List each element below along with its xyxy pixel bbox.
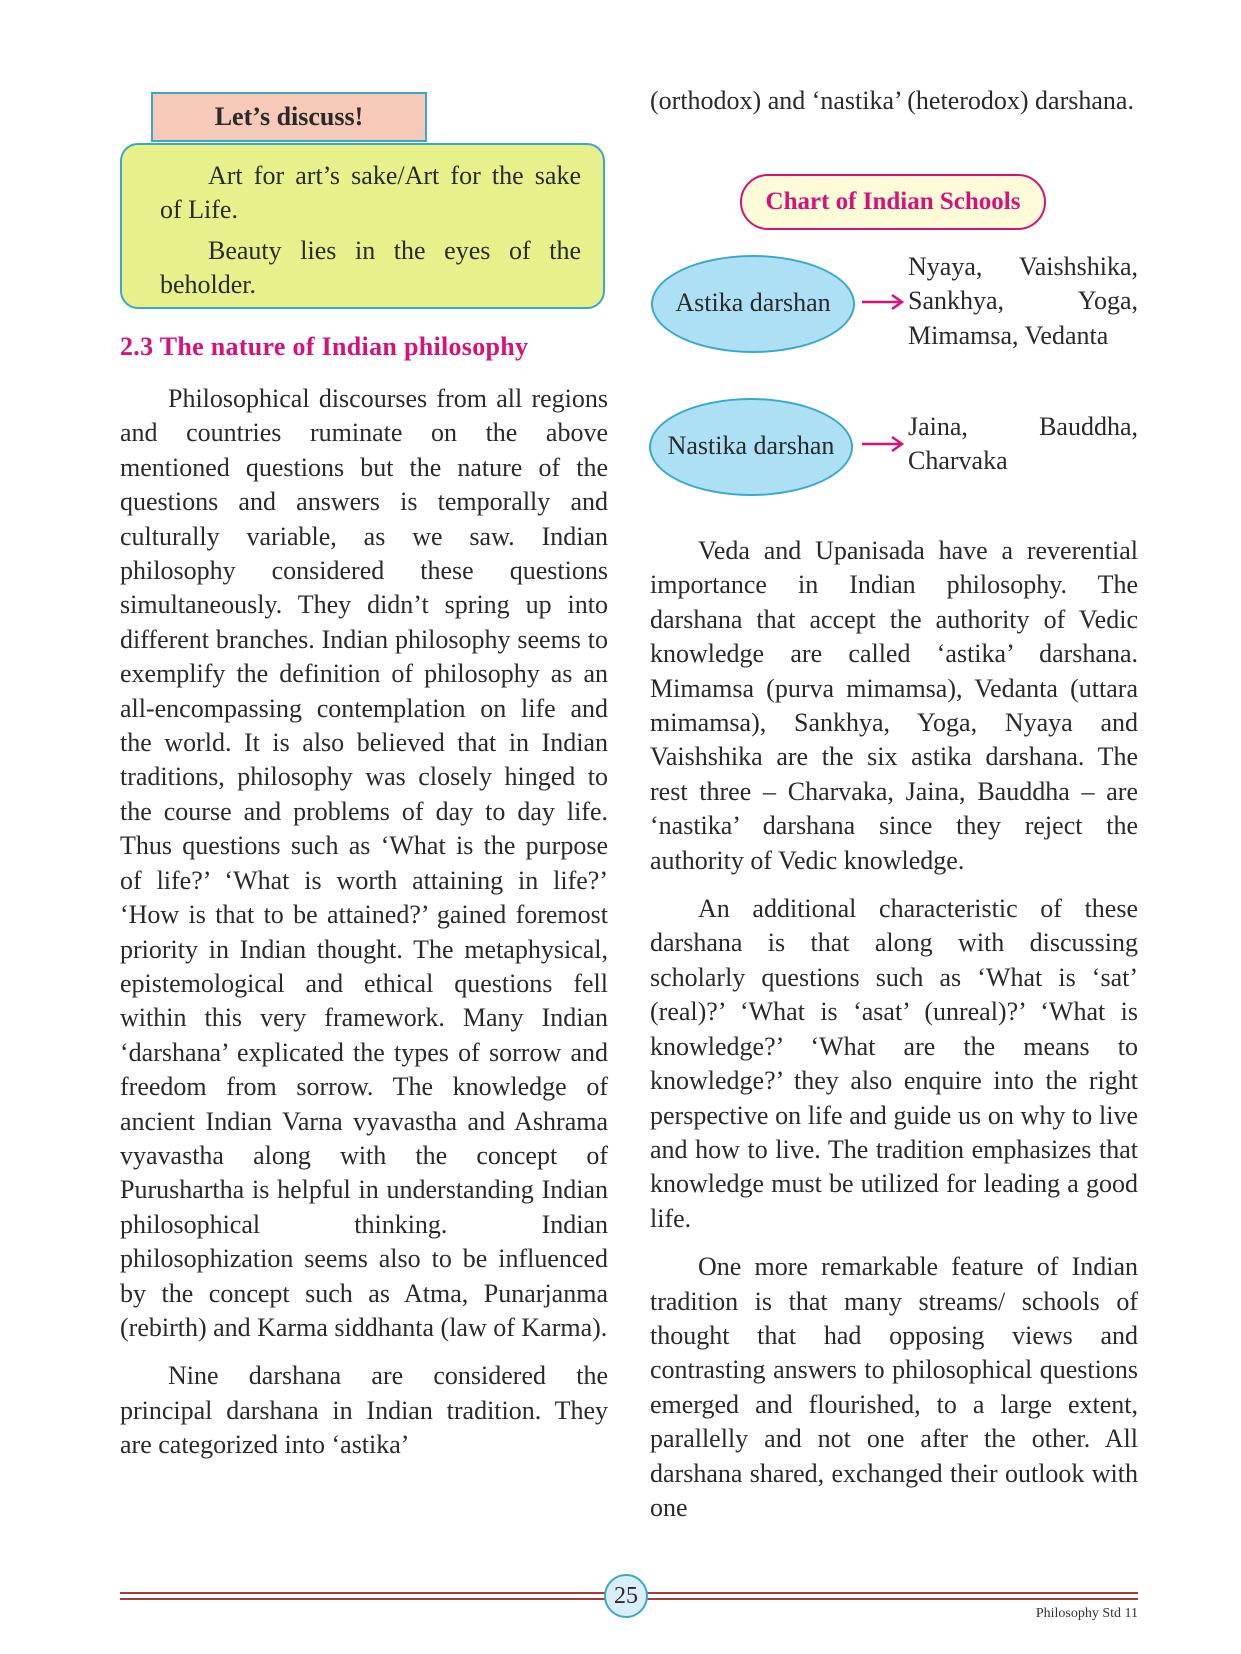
school-bauddha: Bauddha, bbox=[1039, 412, 1138, 441]
paragraph-characteristic: An additional characteristic of these darshana is that along with discussing scholarly questions such as ‘What is ‘sat’ (real)?’ ‘What is ‘asat’ (unreal)?’ ‘What is knowledge?’ ‘What are the means to knowledge?’ they also enquire into the right perspective on life and guide us on why to live and how to live. The tradition emphasizes that knowledge must be utilized for leading a good life. bbox=[650, 894, 1138, 1233]
paragraph-continuation: (orthodox) and ‘nastika’ (heterodox) darshana. bbox=[650, 86, 1134, 115]
paragraph-remarkable: One more remarkable feature of Indian tradition is that many streams/ schools of thought that had opposing views and contrasting answers to philosophical questions emerged and flourished, to a large extent, parallelly and not one after the other. All darshana shared, exchanged their outlook with one bbox=[650, 1252, 1138, 1522]
school-charvaka: Charvaka bbox=[908, 446, 1008, 476]
school-yoga: Yoga, bbox=[1077, 286, 1138, 316]
section-heading: 2.3 The nature of Indian philosophy bbox=[120, 332, 529, 361]
paragraph-nine-darshana: Nine darshana are considered the principal darshana in Indian tradition. They are categorized into ‘astika’ bbox=[120, 1361, 608, 1460]
astika-schools bbox=[908, 250, 1138, 353]
school-nyaya: Nyaya, bbox=[908, 252, 983, 281]
school-jaina: Jaina, bbox=[908, 412, 968, 441]
discuss-line-2: Beauty lies in the eyes of the beholder. bbox=[160, 235, 581, 300]
school-sankhya: Sankhya, bbox=[908, 286, 1005, 316]
paragraph-nature: Philosophical discourses from all regions and countries ruminate on the above mentioned questions but the nature of the questions and answers is temporally and culturally variable, as we saw. Indian philosophy considered these questions simultaneously. They didn’t spring up into different branches. Indian philosophy seems to exemplify the definition of philosophy as an all-encompassing contemplation on life and the world. It is also believed that in Indian traditions, philosophy was closely hinged to the course and problems of day to day life. Thus questions such as ‘What is the purpose of life?’ ‘What is worth attaining in life?’ ‘How is that to be attained?’ gained foremost priority in Indian thought. The metaphysical, epistemological and ethical questions fell within this very framework. Many Indian ‘darshana’ explicated the types of sorrow and freedom from sorrow. The knowledge of ancient Indian Varna vyavastha and Ashrama vyavastha along with the concept of Purushartha is helpful in understanding Indian philosophical thinking. Indian philosophization seems also to be influenced by the concept such as Atma, Punarjanma (rebirth) and Karma siddhanta (law of Karma). bbox=[120, 384, 608, 1342]
astika-label: Astika darshan bbox=[675, 288, 831, 317]
school-vaishshika: Vaishshika, bbox=[1018, 252, 1138, 281]
school-mimamsa-vedanta: Mimamsa, Vedanta bbox=[908, 320, 1109, 350]
page-number: 25 bbox=[604, 1574, 648, 1618]
nastika-schools bbox=[908, 410, 1138, 479]
right-column-top bbox=[650, 84, 1138, 118]
discuss-tab: Let’s discuss! bbox=[151, 92, 427, 142]
chart-title: Chart of Indian Schools bbox=[740, 174, 1046, 230]
nastika-arrow-icon bbox=[860, 434, 906, 454]
left-column-body bbox=[120, 382, 608, 1463]
nastika-label: Nastika darshan bbox=[667, 431, 835, 460]
discuss-line-1: Art for art’s sake/Art for the sake of Life. bbox=[160, 161, 581, 225]
nastika-ellipse bbox=[649, 398, 853, 496]
astika-ellipse bbox=[651, 255, 855, 353]
book-label: Philosophy Std 11 bbox=[1035, 1606, 1138, 1621]
astika-arrow-icon bbox=[860, 292, 906, 312]
paragraph-veda: Veda and Upanisada have a reverential importance in Indian philosophy. The darshana that accept the authority of Vedic knowledge are called ‘astika’ darshana. Mimamsa (purva mimamsa), Vedanta (uttara mimamsa), Sankhya, Yoga, Nyaya and Vaishshika are the six astika darshana. The rest three – Charvaka, Jaina, Bauddha – are ‘nastika’ darshana since they reject the authority of Vedic knowledge. bbox=[650, 536, 1138, 875]
discuss-box bbox=[120, 143, 605, 309]
right-column-body bbox=[650, 534, 1138, 1525]
